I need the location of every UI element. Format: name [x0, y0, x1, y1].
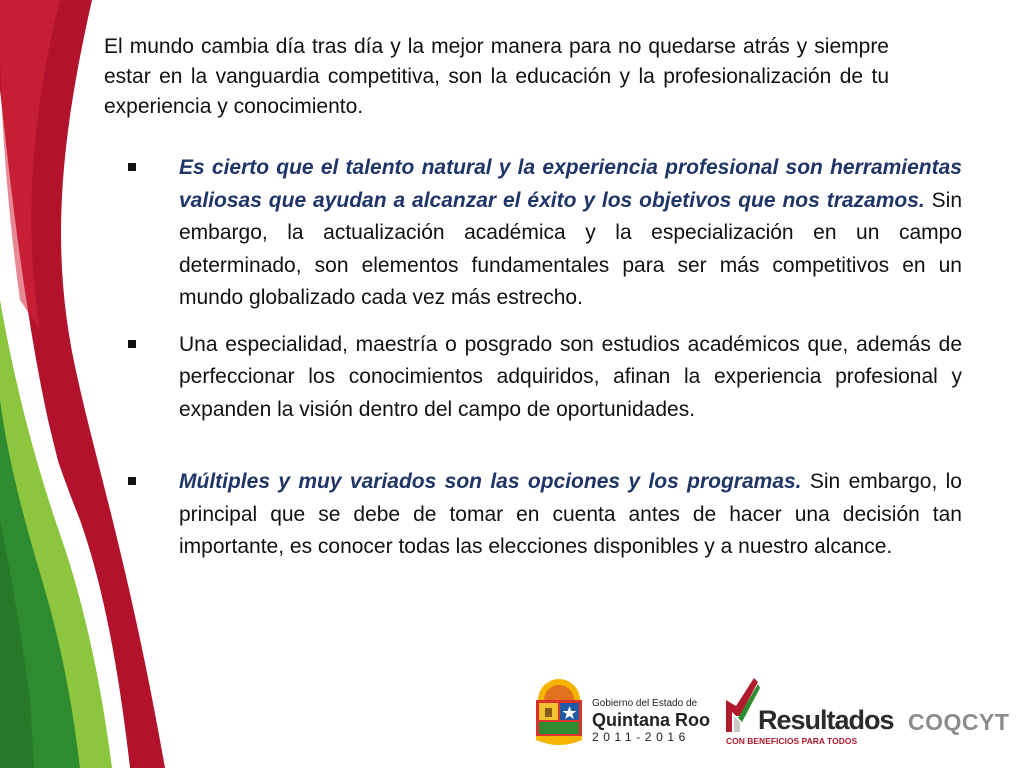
- bullet-item-talento: [128, 152, 962, 315]
- gobierno-logo-text: [592, 698, 710, 744]
- intro-paragraph: El mundo cambia día tras día y la mejor manera para no quedarse atrás y siempre estar en la vanguardia competitiva, son la educación y la profesionalización de tu experiencia y conocimiento.: [104, 35, 889, 118]
- bullet-emphasis: Múltiples y muy variados son las opciones y los programas: [179, 470, 796, 493]
- footer-logos: [532, 672, 1012, 752]
- bullet-emphasis: Es cierto que el talento natural y la experiencia profesional son herramientas valiosas que ayudan a alcanzar el éxito y los objetivos que nos trazamos.: [179, 156, 962, 212]
- bullet-text: Sin embargo, la actualización académica y la especialización en un campo determinado, son elementos fundamentales para ser más competitivos en un mundo globalizado cada vez más estrecho.: [179, 188, 963, 309]
- bullet-text: Sin embargo, lo principal que se debe de tomar en cuenta antes de hacer una decisión tan importante, es conocer todas las elecciones disponibles y a nuestro alcance.: [179, 470, 962, 558]
- square-bullet-icon: [128, 340, 136, 348]
- gobierno-years: 2011-2016: [592, 730, 690, 744]
- bullet-list: [128, 152, 962, 564]
- bullet-item-especialidad: [128, 329, 962, 427]
- coqcyt-logo: COQCYT: [908, 709, 1010, 735]
- gobierno-line-2: Quintana Roo: [592, 710, 710, 730]
- quintana-roo-shield-icon: [532, 672, 586, 748]
- bullet-emphasis-period: .: [795, 470, 802, 493]
- resultados-subtitle: CON BENEFICIOS PARA TODOS: [726, 736, 858, 746]
- resultados-title: Resultados: [758, 705, 894, 735]
- gobierno-line-1: Gobierno del Estado de: [592, 698, 698, 709]
- square-bullet-icon: [128, 163, 136, 171]
- bullet-item-opciones: [128, 466, 962, 564]
- square-bullet-icon: [128, 477, 136, 485]
- resultados-checkmark-icon: [724, 676, 762, 734]
- bullet-text: Una especialidad, maestría o posgrado son estudios académicos que, además de perfeccionar los conocimientos adquiridos, afinan la experiencia profesional y expanden la visión dentro del campo de oportunidades.: [179, 332, 962, 421]
